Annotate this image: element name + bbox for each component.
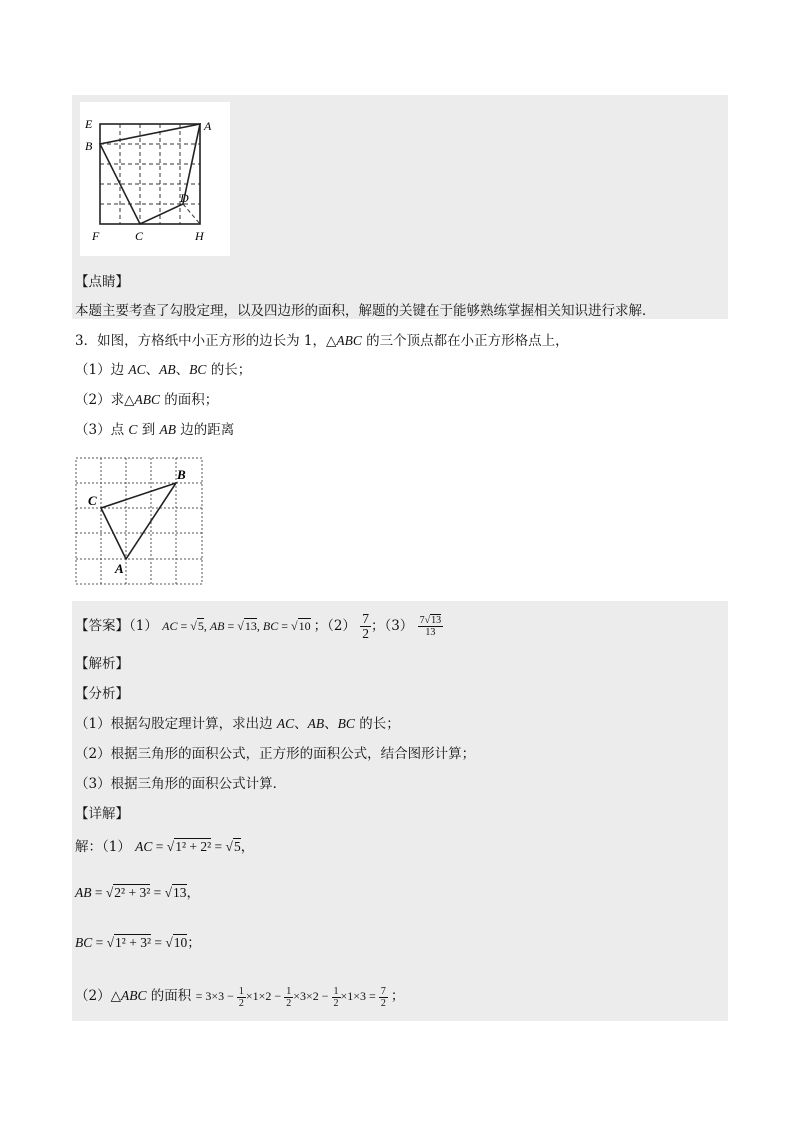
- question3-stem: 3．如图，方格纸中小正方形的边长为 1，△ABC 的三个顶点都在小正方形格点上，: [75, 333, 569, 349]
- answer-heading: 【答案】: [75, 618, 129, 634]
- xiangjie-line2: AB = √2² + 3² = √13，: [75, 885, 201, 901]
- fenxi-line2: （2）根据三角形的面积公式，正方形的面积公式，结合图形计算；: [75, 746, 476, 762]
- xiangjie-line3: BC = √1² + 3² = √10；: [75, 935, 201, 951]
- fig1-label-A: A: [204, 119, 212, 133]
- fig2-label-A: A: [115, 561, 124, 576]
- dianjing-heading: 【点睛】: [75, 274, 129, 290]
- fenxi-line3: （3）根据三角形的面积公式计算．: [75, 776, 287, 792]
- fig1-label-C: C: [135, 229, 144, 243]
- answer-line: 【答案】（1） AC = √5, AB = √13, BC = √10 ；（2） $\frac{7}{2}$ ；（3） $\frac{7√13}{13}$: [75, 611, 442, 641]
- xiangjie-line4: （2）△ABC 的面积 = 3×3 − $\frac{1}{2}$ ×1×2 − $\frac{1}{2}$ ×3×2 − $\frac{1}{2}$ ×1×3 = $\frac{7}{2}$ ；: [75, 985, 405, 1009]
- solution-block-bottom: [72, 601, 728, 1021]
- question3-part3: （3）点 C 到 AB 边的距离: [75, 422, 235, 438]
- figure-1: [80, 102, 230, 256]
- fenxi-heading: 【分析】: [75, 686, 129, 702]
- fig1-label-B: B: [85, 139, 93, 153]
- fig1-label-F: F: [92, 229, 100, 243]
- fig1-label-D: D: [180, 191, 189, 205]
- fig2-label-B: B: [177, 467, 186, 482]
- fig2-label-C: C: [88, 493, 97, 508]
- jiexi-heading: 【解析】: [75, 656, 129, 672]
- xiangjie-line1: 解：（1） AC = √1² + 2² = √5，: [75, 839, 255, 855]
- fig1-label-E: E: [85, 117, 93, 131]
- xiangjie-heading: 【详解】: [75, 806, 129, 822]
- fenxi-line1: （1）根据勾股定理计算，求出边 AC、AB、BC 的长；: [75, 716, 400, 732]
- figure-2: [72, 455, 212, 590]
- dianjing-text: 本题主要考查了勾股定理，以及四边形的面积，解题的关键在于能够熟练掌握相关知识进行求解．: [75, 303, 656, 319]
- fig1-label-H: H: [195, 229, 204, 243]
- question3-part1: （1）边 AC、AB、BC 的长；: [75, 362, 252, 378]
- answer-area-fraction: $\frac{7}{2}$: [362, 611, 369, 641]
- question3-part2: （2）求△ABC 的面积；: [75, 392, 219, 408]
- answer-distance-fraction: $\frac{7√13}{13}$: [419, 615, 442, 638]
